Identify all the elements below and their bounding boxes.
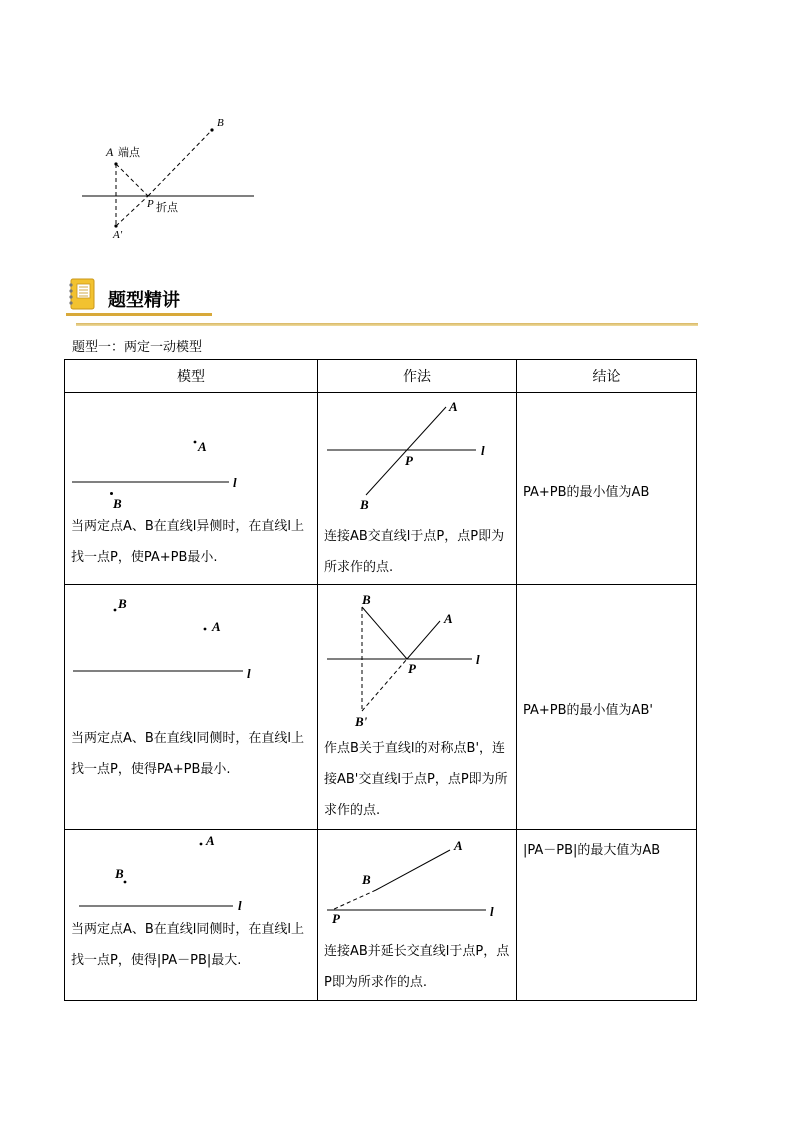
label-p-note: 折点 — [156, 201, 178, 214]
label-p: P — [332, 911, 340, 926]
label-l: l — [476, 652, 480, 667]
label-b: B — [113, 496, 122, 511]
model-description: 当两定点A、B在直线l同侧时，在直线l上找一点P，使得|PA－PB|最大. — [71, 922, 305, 968]
segment-a-b — [366, 407, 446, 495]
label-a-note: 端点 — [118, 146, 140, 159]
header-conclusion: 结论 — [517, 360, 697, 393]
conclusion-cell — [517, 830, 697, 1001]
table-row — [65, 585, 697, 830]
conclusion-text: |PA－PB|的最大值为AB — [523, 843, 661, 858]
label-a: A — [106, 145, 114, 159]
label-a: A — [198, 439, 207, 454]
method-cell — [318, 585, 517, 830]
reflection-figure — [70, 110, 270, 245]
point-a-dot — [200, 843, 203, 846]
model-diagram — [65, 393, 317, 518]
point-a-dot — [194, 441, 197, 444]
method-diagram — [318, 393, 516, 518]
segment-b-p-extension — [332, 890, 376, 910]
notebook-icon — [68, 278, 96, 310]
point-b-dot — [114, 609, 117, 612]
section-underline-long — [76, 323, 698, 326]
problem-type-subtitle: 题型一：两定一动模型 — [72, 340, 203, 355]
segment-p-b — [148, 130, 212, 196]
method-description: 作点B关于直线l的对称点B'，连接AB'交直线l于点P，点P即为所求作的点. — [324, 741, 508, 818]
point-a-dot — [204, 628, 207, 631]
label-b: B — [360, 497, 369, 512]
label-l: l — [490, 904, 494, 919]
table-row — [65, 830, 697, 1001]
label-b: B — [217, 117, 224, 129]
label-p: P — [408, 661, 416, 676]
model-cell — [65, 393, 318, 585]
point-a-dot — [114, 162, 117, 165]
point-b-dot — [124, 881, 127, 884]
label-b: B — [118, 596, 127, 611]
conclusion-cell — [517, 585, 697, 830]
header-method: 作法 — [318, 360, 517, 393]
label-aprime: A' — [113, 229, 123, 241]
method-diagram — [318, 585, 516, 735]
segment-b-p — [362, 607, 407, 659]
label-a: A — [449, 399, 458, 414]
section-underline-short — [66, 313, 212, 316]
model-cell — [65, 830, 318, 1001]
label-l: l — [247, 666, 251, 681]
section-title: 题型精讲 — [108, 290, 180, 311]
point-b-dot — [110, 492, 113, 495]
header-model: 模型 — [65, 360, 318, 393]
model-cell — [65, 585, 318, 830]
label-p: P — [147, 198, 154, 210]
model-description: 当两定点A、B在直线l同侧时，在直线l上找一点P，使得PA+PB最小. — [71, 731, 305, 777]
label-a: A — [206, 833, 215, 848]
segment-a-p — [116, 164, 148, 196]
method-cell — [318, 393, 517, 585]
table-row — [65, 393, 697, 585]
conclusion-text: PA+PB的最小值为AB — [523, 485, 650, 500]
method-description: 连接AB并延长交直线l于点P，点P即为所求作的点. — [324, 944, 510, 990]
label-l: l — [233, 475, 237, 490]
method-description: 连接AB交直线l于点P，点P即为所求作的点. — [324, 529, 505, 575]
segment-p-a — [407, 621, 440, 659]
method-cell — [318, 830, 517, 1001]
label-l: l — [481, 443, 485, 458]
model-diagram — [65, 585, 317, 695]
label-p: P — [405, 453, 413, 468]
label-b-prime: B' — [355, 714, 368, 729]
label-a: A — [454, 838, 463, 853]
segment-a-b — [376, 850, 450, 890]
section-header — [66, 276, 698, 330]
model-diagram — [65, 830, 317, 915]
point-aprime-dot — [114, 224, 117, 227]
label-a: A — [444, 611, 453, 626]
label-b: B — [115, 866, 124, 881]
model-table — [64, 359, 697, 1001]
conclusion-text: PA+PB的最小值为AB' — [523, 703, 653, 718]
label-l: l — [238, 898, 242, 913]
label-b: B — [362, 872, 371, 887]
label-b: B — [362, 592, 371, 607]
table-header-row — [65, 360, 697, 393]
conclusion-cell — [517, 393, 697, 585]
method-diagram — [318, 830, 516, 930]
segment-aprime-p — [116, 196, 148, 226]
point-b-dot — [210, 128, 213, 131]
segment-bprime-p — [362, 659, 407, 711]
label-a: A — [212, 619, 221, 634]
model-description: 当两定点A、B在直线l异侧时，在直线l上找一点P，使PA+PB最小. — [71, 519, 305, 565]
